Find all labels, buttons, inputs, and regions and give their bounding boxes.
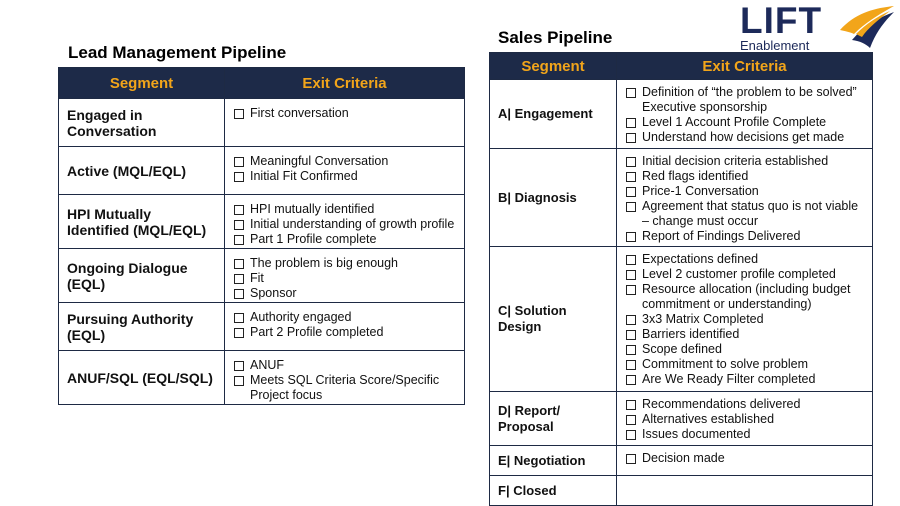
lead-row bbox=[59, 249, 465, 303]
sales-table-body bbox=[490, 80, 873, 506]
lead-criteria-cell bbox=[225, 147, 465, 195]
sales-criteria-cell bbox=[617, 80, 873, 149]
lead-criteria-cell bbox=[225, 249, 465, 303]
checkbox-criterion: Decision made bbox=[625, 451, 864, 466]
lead-criteria-list bbox=[233, 154, 456, 184]
lead-table-body bbox=[59, 99, 465, 405]
sales-criteria-list bbox=[625, 451, 864, 466]
checkbox-criterion: Initial decision criteria established bbox=[625, 154, 864, 169]
sales-row bbox=[490, 80, 873, 149]
checkbox-criterion: Price-1 Conversation bbox=[625, 184, 864, 199]
sales-criteria-list bbox=[625, 397, 864, 442]
checkbox-criterion: Resource allocation (including budget commitment or understanding) bbox=[625, 282, 864, 312]
lead-criteria-cell bbox=[225, 195, 465, 249]
checkbox-criterion: Alternatives established bbox=[625, 412, 864, 427]
checkbox-criterion: Agreement that status quo is not viable – change must occur bbox=[625, 199, 864, 229]
lead-row bbox=[59, 147, 465, 195]
lead-row bbox=[59, 99, 465, 147]
checkbox-criterion: Definition of “the problem to be solved” Executive sponsorship bbox=[625, 85, 864, 115]
sales-criteria-cell bbox=[617, 149, 873, 247]
checkbox-criterion: Meaningful Conversation bbox=[233, 154, 456, 169]
checkbox-criterion: Initial Fit Confirmed bbox=[233, 169, 456, 184]
checkbox-criterion: Sponsor bbox=[233, 286, 456, 301]
checkbox-criterion: ANUF bbox=[233, 358, 456, 373]
lead-pipeline-table bbox=[58, 67, 465, 405]
sales-segment-cell: A| Engagement bbox=[490, 80, 617, 149]
lead-row bbox=[59, 195, 465, 249]
sales-segment-cell: F| Closed bbox=[490, 476, 617, 506]
lead-segment-cell: Pursuing Authority (EQL) bbox=[59, 303, 225, 351]
checkbox-criterion: Report of Findings Delivered bbox=[625, 229, 864, 244]
sales-criteria-cell bbox=[617, 392, 873, 446]
lead-segment-cell: HPI Mutually Identified (MQL/EQL) bbox=[59, 195, 225, 249]
lead-segment-cell: ANUF/SQL (EQL/SQL) bbox=[59, 351, 225, 405]
checkbox-criterion: Level 1 Account Profile Complete bbox=[625, 115, 864, 130]
lead-row bbox=[59, 303, 465, 351]
checkbox-criterion: Red flags identified bbox=[625, 169, 864, 184]
checkbox-criterion: Authority engaged bbox=[233, 310, 456, 325]
sales-segment-cell: B| Diagnosis bbox=[490, 149, 617, 247]
logo-wordmark: LIFT bbox=[740, 0, 823, 41]
sales-row bbox=[490, 392, 873, 446]
checkbox-criterion: Commitment to solve problem bbox=[625, 357, 864, 372]
checkbox-criterion: Issues documented bbox=[625, 427, 864, 442]
sales-row bbox=[490, 446, 873, 476]
checkbox-criterion: HPI mutually identified bbox=[233, 202, 456, 217]
checkbox-criterion: Understand how decisions get made bbox=[625, 130, 864, 145]
sales-criteria-cell bbox=[617, 476, 873, 506]
sales-criteria-header: Exit Criteria bbox=[617, 53, 873, 80]
sales-criteria-list bbox=[625, 85, 864, 145]
lead-criteria-cell bbox=[225, 351, 465, 405]
sales-segment-cell: C| Solution Design bbox=[490, 247, 617, 392]
checkbox-criterion: Initial understanding of growth profile bbox=[233, 217, 456, 232]
sales-segment-cell: D| Report/ Proposal bbox=[490, 392, 617, 446]
sales-row bbox=[490, 149, 873, 247]
checkbox-criterion: Part 1 Profile complete bbox=[233, 232, 456, 247]
logo-subtitle: Enablement bbox=[740, 38, 810, 53]
lead-criteria-list bbox=[233, 256, 456, 301]
checkbox-criterion: Level 2 customer profile completed bbox=[625, 267, 864, 282]
sales-criteria-list bbox=[625, 154, 864, 244]
lead-criteria-list bbox=[233, 202, 456, 247]
lead-criteria-header: Exit Criteria bbox=[225, 68, 465, 99]
sales-criteria-cell bbox=[617, 446, 873, 476]
checkbox-criterion: Fit bbox=[233, 271, 456, 286]
checkbox-criterion: 3x3 Matrix Completed bbox=[625, 312, 864, 327]
checkbox-criterion: Meets SQL Criteria Score/Specific Project focus bbox=[233, 373, 456, 403]
checkbox-criterion: The problem is big enough bbox=[233, 256, 456, 271]
checkbox-criterion: Expectations defined bbox=[625, 252, 864, 267]
sales-pipeline-table bbox=[489, 52, 873, 506]
lead-segment-header: Segment bbox=[59, 68, 225, 99]
checkbox-criterion: Part 2 Profile completed bbox=[233, 325, 456, 340]
sales-criteria-list bbox=[625, 252, 864, 387]
lift-enablement-logo bbox=[740, 0, 900, 54]
checkbox-criterion: Are We Ready Filter completed bbox=[625, 372, 864, 387]
checkbox-criterion: Scope defined bbox=[625, 342, 864, 357]
sales-criteria-cell bbox=[617, 247, 873, 392]
lead-pipeline-title: Lead Management Pipeline bbox=[68, 43, 287, 62]
checkbox-criterion: First conversation bbox=[233, 106, 456, 121]
checkbox-criterion: Recommendations delivered bbox=[625, 397, 864, 412]
lead-segment-cell: Engaged in Conversation bbox=[59, 99, 225, 147]
lead-criteria-list bbox=[233, 358, 456, 403]
wing-swoosh-icon bbox=[836, 4, 896, 52]
sales-segment-cell: E| Negotiation bbox=[490, 446, 617, 476]
sales-pipeline-title: Sales Pipeline bbox=[498, 28, 613, 47]
lead-criteria-list bbox=[233, 106, 456, 121]
lead-row bbox=[59, 351, 465, 405]
lead-criteria-cell bbox=[225, 99, 465, 147]
checkbox-criterion: Barriers identified bbox=[625, 327, 864, 342]
sales-row bbox=[490, 247, 873, 392]
sales-row bbox=[490, 476, 873, 506]
lead-segment-cell: Ongoing Dialogue (EQL) bbox=[59, 249, 225, 303]
lead-segment-cell: Active (MQL/EQL) bbox=[59, 147, 225, 195]
lead-criteria-cell bbox=[225, 303, 465, 351]
lead-criteria-list bbox=[233, 310, 456, 340]
sales-segment-header: Segment bbox=[490, 53, 617, 80]
